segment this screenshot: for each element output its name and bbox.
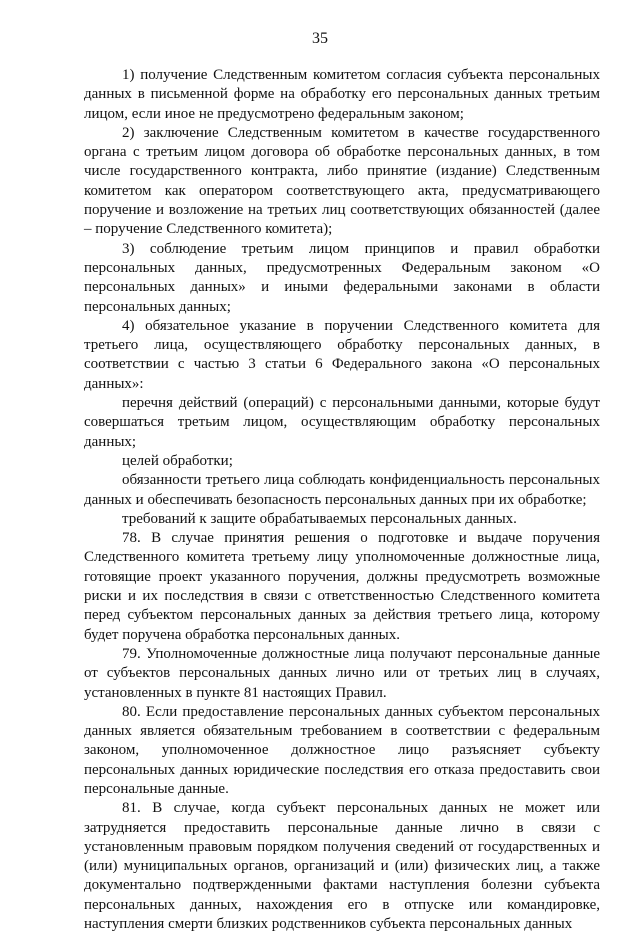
paragraph-list-obligations: обязанности третьего лица соблюдать конфиденциальность персональных данных и обеспечивать безопасность персональных данных при их обработке; (84, 472, 600, 508)
paragraph-item-3: 3) соблюдение третьим лицом принципов и правил обработки персональных данных, предусмотренных Федеральным законом «О персональных данных» и иными федеральными законами в области персональных данных; (84, 240, 600, 315)
paragraph-78: 78. В случае принятия решения о подготовке и выдаче поручения Следственного комитета третьему лицу уполномоченные должностные лица, готовящие проект указанного поручения, должны предусмотреть возможные риски и их последствия в связи с ответственностью Следственного комитета перед субъектом персональных данных за действия третьего лица, которому будет поручена обработка персональных данных. (84, 530, 600, 643)
document-body (84, 66, 600, 934)
paragraph-81: 81. В случае, когда субъект персональных данных не может или затрудняется предоставить персональные данные лично в связи с установленным правовым порядком получения сведений от государственных и (или) муниципальных органов, организаций и (или) физических лиц, а также документально подтвержденными фактами наступления болезни субъекта персональных данных, нахождения его в отпуске или командировке, наступления смерти близких родственников субъекта персональных данных (84, 800, 600, 933)
paragraph-item-4: 4) обязательное указание в поручении Следственного комитета для третьего лица, осуществляющего обработку персональных данных, в соответствии с частью 3 статьи 6 Федерального закона «О персональных данных»: (84, 317, 600, 392)
paragraph-79: 79. Уполномоченные должностные лица получают персональные данные от субъектов персональных данных лично или от третьих лиц в случаях, установленных в пункте 81 настоящих Правил. (84, 645, 600, 701)
paragraph-80: 80. Если предоставление персональных данных субъектом персональных данных является обязательным требованием в соответствии с федеральным законом, уполномоченное должностное лицо разъясняет субъекту персональных данных юридические последствия его отказа предоставить свои персональные данные. (84, 703, 600, 797)
paragraph-list-requirements: требований к защите обрабатываемых персональных данных. (122, 510, 517, 527)
page-number: 35 (312, 30, 328, 47)
paragraph-item-1: 1) получение Следственным комитетом согласия субъекта персональных данных в письменной форме на обработку его персональных данных третьим лицом, если иное не предусмотрено федеральным законом; (84, 67, 600, 122)
paragraph-list-purposes: целей обработки; (122, 452, 233, 469)
paragraph-item-2: 2) заключение Следственным комитетом в качестве государственного органа с третьим лицом договора об обработке персональных данных, в том числе государственного контракта, либо принятие (издание) Следственным комитетом как оператором соответствующего акта, предусматривающего поручение и возложение на третьих лиц соответствующих обязанностей (далее – поручение Следственного комитета); (84, 124, 600, 238)
paragraph-list-actions: перечня действий (операций) с персональными данными, которые будут совершаться третьим лицом, осуществляющим обработку персональных данных; (84, 395, 600, 450)
